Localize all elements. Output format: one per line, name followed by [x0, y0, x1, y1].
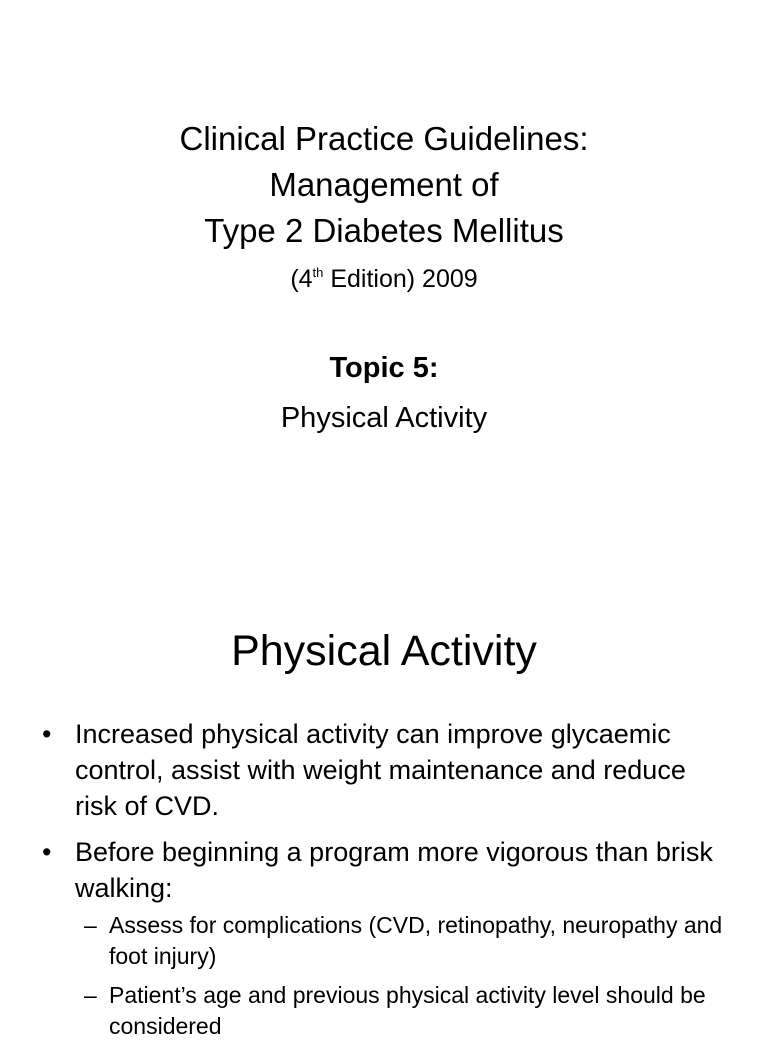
edition-line: [0, 258, 768, 294]
title-line-1: Clinical Practice Guidelines:: [179, 120, 589, 157]
edition-rest: Edition) 2009: [323, 265, 478, 293]
sub-bullet-item: [75, 910, 728, 972]
sub-bullet-text: Assess for complications (CVD, retinopathy, neuropathy and foot injury): [109, 912, 723, 969]
bullet-item: [0, 834, 768, 1042]
content-slide: [0, 576, 768, 1039]
topic-label: Topic 5:: [329, 352, 439, 384]
sub-bullet-text: Patient’s age and previous physical activity level should be considered: [109, 982, 706, 1039]
sub-bullet-list: [75, 910, 728, 1042]
edition-superscript: th: [312, 265, 324, 280]
topic-name: Physical Activity: [280, 402, 488, 434]
bullet-text: Increased physical activity can improve glycaemic control, assist with weight maintenance and reduce risk of CVD.: [75, 719, 686, 821]
bullet-item: [0, 716, 768, 824]
dash-icon: –: [84, 982, 97, 1008]
title-line-3: Type 2 Diabetes Mellitus: [204, 212, 564, 249]
edition-open: (4: [290, 265, 313, 293]
title-line-2: Management of: [269, 166, 499, 203]
bullet-list: [0, 716, 768, 1052]
bullet-text: Before beginning a program more vigorous than brisk walking:: [75, 837, 713, 903]
bullet-icon: •: [42, 719, 52, 749]
content-slide-title: Physical Activity: [231, 627, 537, 675]
sub-bullet-item: [75, 980, 728, 1042]
dash-icon: –: [84, 912, 97, 938]
bullet-icon: •: [42, 837, 52, 867]
slide-title: [0, 116, 768, 294]
